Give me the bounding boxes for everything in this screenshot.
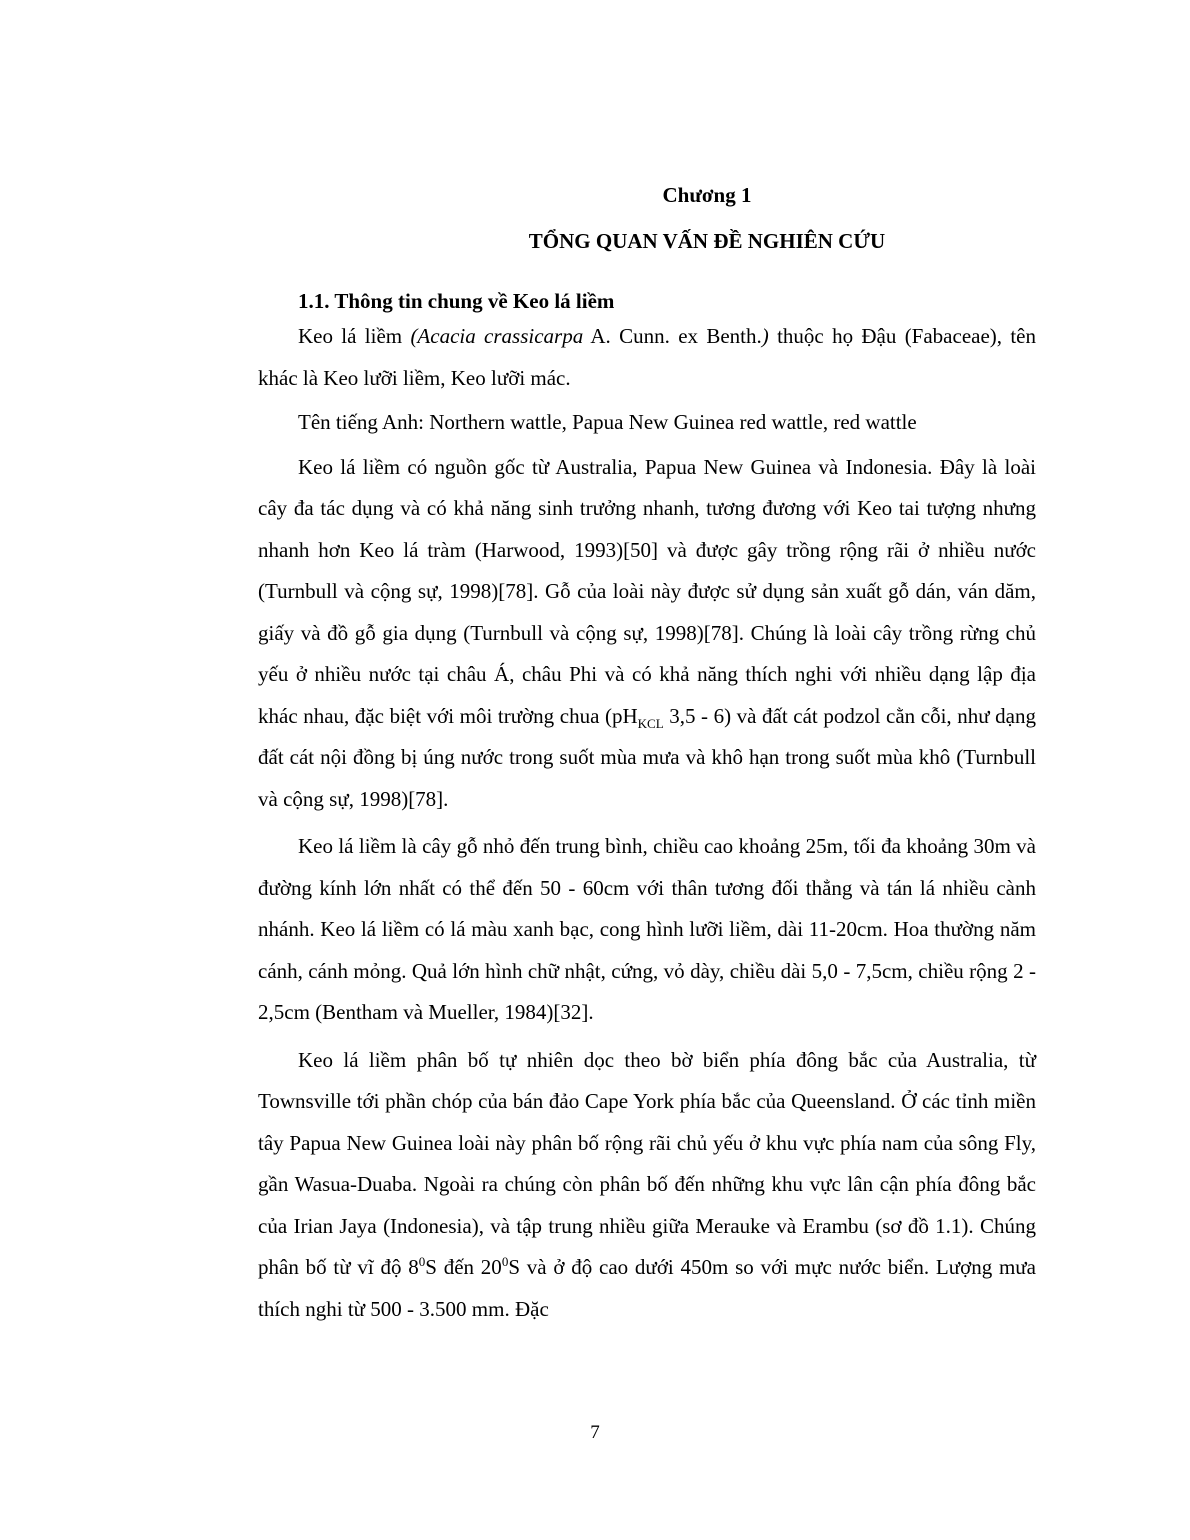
p3-before-sub: Keo lá liềm có nguồn gốc từ Australia, Papua New Guinea và Indonesia. Đây là loài cây đa tác dụng và có khả năng sinh trưởng nhanh, tương đương với Keo tai tượng nhưng nhanh hơn Keo lá tràm (Harwood, 1993)[50] và được gây trồng rộng rãi ở nhiều nước (Turnbull và cộng sự, 1998)[78]. Gỗ của loài này được sử dụng sản xuất gỗ dán, ván dăm, giấy và đồ gỗ gia dụng (Turnbull và cộng sự, 1998)[78]. Chúng là loài cây trồng rừng chủ yếu ở nhiều nước tại châu Á, châu Phi và có khả năng thích nghi với nhiều dạng lập địa khác nhau, đặc biệt với môi trường chua (pH <box>258 454 1036 728</box>
p5-part3: S và ở độ cao dưới 450m so với mực nước biển. Lượng mưa thích nghi từ 500 - 3.500 mm. Đặc <box>258 1255 1037 1321</box>
p5-part1: Keo lá liềm phân bố tự nhiên dọc theo bờ biển phía đông bắc của Australia, từ Townsville tới phần chóp của bán đảo Cape York phía bắc của Queensland. Ở các tỉnh miền tây Papua New Guinea loài này phân bố rộng rãi chủ yếu ở khu vực phía nam của sông Fly, gần Wasua-Duaba. Ngoài ra chúng còn phân bố đến những khu vực lân cận phía đông bắc của Irian Jaya (Indonesia), và tập trung nhiều giữa Merauke và Erambu (sơ đồ 1.1). Chúng phân bố từ vĩ độ 8 <box>258 1047 1036 1279</box>
paragraph-1 <box>258 316 1036 399</box>
page-number: 7 <box>590 1422 600 1443</box>
p3-after-sub: 3,5 - 6) và đất cát podzol cằn cỗi, như dạng đất cát nội đồng bị úng nước trong suốt mùa mưa và khô hạn trong suốt mùa khô (Turnbull và cộng sự, 1998)[78]. <box>258 703 1037 811</box>
p1-prefix: Keo lá liềm <box>298 324 411 348</box>
paragraph-4: Keo lá liềm là cây gỗ nhỏ đến trung bình, chiều cao khoảng 25m, tối đa khoảng 30m và đường kính lớn nhất có thể đến 50 - 60cm với thân tương đối thẳng và tán lá nhiều cành nhánh. Keo lá liềm có lá màu xanh bạc, cong hình lưỡi liềm, dài 11-20cm. Hoa thường năm cánh, cánh mỏng. Quả lớn hình chữ nhật, cứng, vỏ dày, chiều dài 5,0 - 7,5cm, chiều rộng 2 - 2,5cm (Bentham và Mueller, 1984)[32]. <box>258 834 1036 1024</box>
p5-degree-1: 0 <box>418 1254 426 1269</box>
chapter-number: Chương 1 <box>662 183 752 207</box>
p5-part2: S đến 20 <box>425 1255 502 1279</box>
document-page <box>258 180 1036 1330</box>
p3-subscript: KCL <box>637 715 664 731</box>
p1-author: A. Cunn. ex Benth. <box>583 324 762 348</box>
p1-suffix: thuộc họ Đậu (Fabaceae), tên khác là Keo lưỡi liềm, Keo lưỡi mác. <box>258 324 1037 390</box>
chapter-title: TỔNG QUAN VẤN ĐỀ NGHIÊN CỨU <box>528 229 886 253</box>
paragraph-5 <box>258 1040 1036 1331</box>
paragraph-3 <box>258 447 1036 821</box>
paragraph-2: Tên tiếng Anh: Northern wattle, Papua New Guinea red wattle, red wattle <box>298 410 917 434</box>
p1-italic-close: ) <box>761 324 769 348</box>
p5-degree-2: 0 <box>501 1254 509 1269</box>
scientific-name: (Acacia crassicarpa <box>410 324 584 348</box>
section-heading: 1.1. Thông tin chung về Keo lá liềm <box>298 289 615 313</box>
